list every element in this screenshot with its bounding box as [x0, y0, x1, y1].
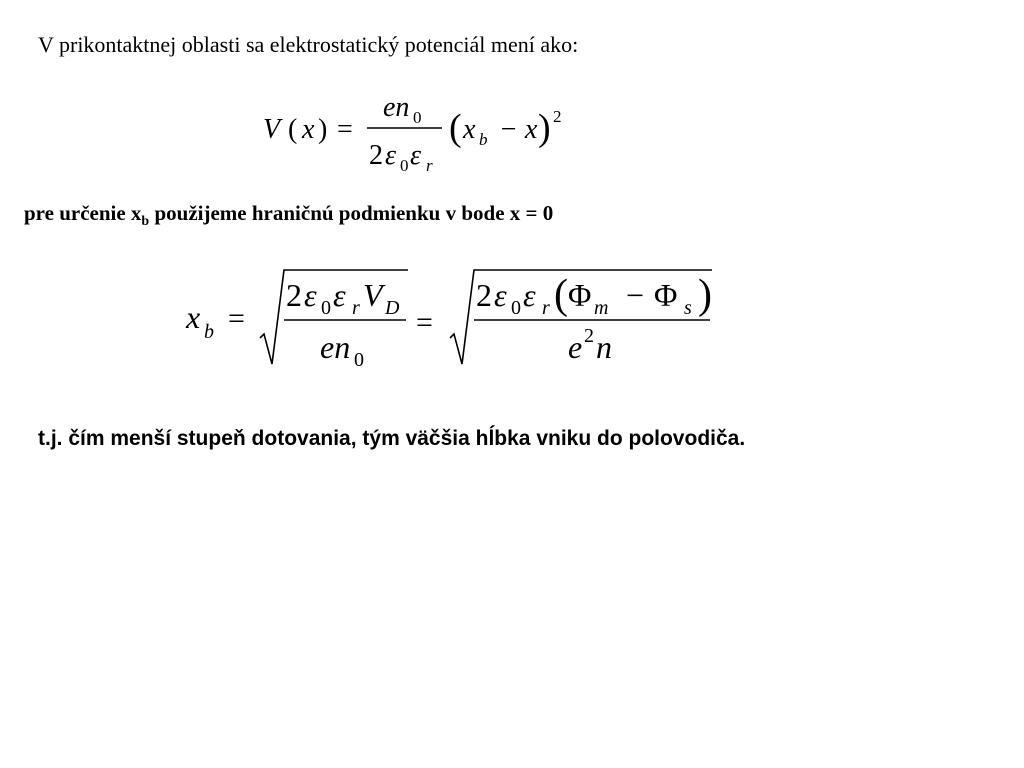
eq2-f2-phi-1: Φ — [568, 277, 592, 313]
eq2-f2-open-paren: ( — [554, 272, 568, 318]
eq2-f1-num-V: V — [363, 277, 383, 313]
eq2-f2-num-2: 2 — [476, 277, 492, 313]
eq2-f1-num-eps1: ε — [304, 277, 317, 313]
eq1-big-open-paren: ( — [449, 107, 462, 149]
eq2-lhs-x: x — [186, 299, 201, 335]
eq2-f2-num-subr: r — [542, 297, 550, 319]
boundary-text — [24, 203, 553, 229]
eq2-f1-num-sub0: 0 — [321, 297, 331, 319]
eq2-f2-num-sub0: 0 — [511, 297, 521, 319]
eq1-paren-sub-b: b — [479, 130, 488, 149]
eq1-lhs-close-paren: ) — [318, 114, 328, 145]
conclusion-text: t.j. čím menší stupeň dotovania, tým väčšia hĺbka vniku do polovodiča. — [38, 427, 746, 450]
eq1-denominator-coef: 2 — [369, 140, 383, 171]
eq2-f2-phi-2: Φ — [654, 277, 678, 313]
boundary-text-after: použijeme hraničnú podmienku v bode x = 0 — [149, 201, 554, 225]
eq2-f1-num-subD: D — [385, 297, 400, 319]
eq2-f2-close-paren: ) — [698, 272, 712, 318]
depletion-width-equation — [180, 262, 720, 374]
eq1-lhs-x: x — [302, 114, 315, 145]
eq1-paren-x: x — [463, 114, 476, 145]
eq2-f2-den-exp: 2 — [584, 325, 594, 347]
eq1-lhs-V: V — [263, 114, 281, 145]
boundary-text-before: pre určenie x — [24, 201, 142, 225]
potential-equation — [255, 92, 575, 182]
eq2-f1-den: en — [320, 329, 351, 365]
eq2-f2-minus: − — [626, 277, 645, 313]
eq2-lhs-sub-b: b — [204, 321, 214, 343]
eq1-eps-2: ε — [410, 140, 422, 171]
eq1-minus-x: − x — [499, 114, 538, 145]
eq2-f2-num-eps2: ε — [523, 277, 536, 313]
intro-text: V prikontaktnej oblasti sa elektrostatický potenciál mení ako: — [38, 32, 579, 57]
eq2-f1-den-sub: 0 — [354, 349, 364, 371]
eq1-numerator: en — [383, 92, 410, 123]
eq2-f2-phi-sub-m: m — [594, 297, 609, 319]
eq1-eps-sub-0: 0 — [400, 156, 409, 175]
boundary-text-sub: b — [141, 214, 150, 230]
eq2-f2-den-n: n — [596, 329, 612, 365]
eq1-eps-sub-r: r — [426, 156, 433, 175]
eq1-exponent: 2 — [553, 107, 562, 126]
eq1-lhs-open-paren: ( — [288, 114, 298, 145]
eq1-equals: = — [337, 114, 353, 145]
eq2-f2-num-eps1: ε — [494, 277, 507, 313]
eq1-big-close-paren: ) — [538, 107, 551, 149]
eq2-f2-den-e: e — [568, 329, 583, 365]
eq2-equals-2: = — [416, 306, 433, 339]
eq2-f1-num-subr: r — [352, 297, 360, 319]
eq1-eps-1: ε — [385, 140, 397, 171]
eq1-numerator-sub: 0 — [413, 108, 422, 127]
eq2-f1-num-2: 2 — [286, 277, 302, 313]
eq2-f2-phi-sub-s: s — [684, 297, 692, 319]
eq2-f1-num-eps2: ε — [333, 277, 346, 313]
eq2-equals-1: = — [228, 302, 245, 335]
